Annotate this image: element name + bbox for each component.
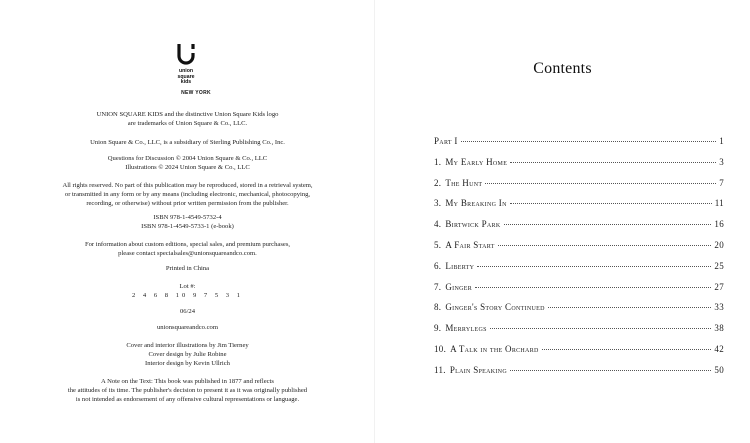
logo-wordmark: union square kids [177,68,195,86]
toc-entry [434,157,724,178]
toc-entry-number: 6. [434,260,442,271]
toc-entry-title [434,323,487,333]
website: unionsquareandco.com [157,324,218,331]
toc-page-number: 20 [714,239,724,250]
toc-page-number: 50 [714,364,724,375]
toc-entry-title [434,261,474,271]
toc-entry-label: Merrylegs [445,323,487,334]
toc-entry-label: Ginger's Story Continued [445,302,545,313]
toc-page-number: 42 [714,343,724,354]
toc-entry [434,323,724,344]
table-of-contents [434,136,724,386]
toc-page-number: 16 [714,219,724,230]
toc-entry [434,344,724,365]
toc-entry-title [434,282,472,292]
toc-entry-number: 7. [434,281,442,292]
toc-entry [434,198,724,219]
toc-entry-number: 10. [434,343,447,354]
copyright-lines: Questions for Discussion © 2004 Union Square & Co., LLC Illustrations © 2024 Union Square & Co., LLC [107,155,268,171]
toc-entry-number: 5. [434,239,442,250]
toc-entry-title [434,240,495,250]
toc-entry-label: The Hunt [445,177,483,188]
toc-page-number: 25 [714,260,724,271]
toc-leader-dots [498,245,712,246]
toc-leader-dots [485,183,716,184]
toc-entry-number: 2. [434,177,442,188]
rights-notice: All rights reserved. No part of this publication may be reproduced, stored in a retrieval system, or transmitted in any form or by any means (including electronic, mechanical, photocopying, recording, or otherwise) without prior written permission from the publisher. [62,182,313,207]
toc-entry [434,136,724,157]
lot-block: Lot #: 2 4 6 8 10 9 7 5 3 1 [131,283,244,299]
union-square-kids-logo [166,42,211,96]
toc-page-number: 1 [719,136,724,146]
toc-leader-dots [510,203,712,204]
toc-entry-number: 3. [434,198,442,209]
toc-leader-dots [461,141,716,142]
toc-entry-title [434,365,507,375]
logo-mark-icon [176,42,196,68]
toc-entry-title [434,198,507,208]
toc-entry-title [434,219,501,229]
toc-page-number: 7 [719,177,724,188]
toc-entry-title [434,178,482,188]
toc-entry-number: 1. [434,156,442,167]
toc-leader-dots [504,224,712,225]
toc-entry-label: My Early Home [445,156,508,167]
toc-entry [434,302,724,323]
print-date: 06/24 [179,308,196,315]
trademark-notice: UNION SQUARE KIDS and the distinctive Union Square Kids logo are trademarks of Union Square & Co., LLC. [96,111,279,127]
toc-entry-title [434,157,507,167]
contents-page [375,0,750,443]
toc-leader-dots [490,328,712,329]
toc-entry-label: Part I [434,136,458,146]
toc-entry-label: A Fair Start [445,239,495,250]
toc-entry-label: Liberty [445,260,475,271]
toc-page-number: 11 [714,198,724,209]
toc-entry [434,240,724,261]
toc-entry [434,365,724,386]
logo-city: NEW YORK [181,89,211,96]
toc-entry-label: Birtwick Park [445,219,501,230]
toc-entry-title [434,302,545,312]
toc-leader-dots [477,266,711,267]
toc-entry-number: 11. [434,364,446,375]
toc-entry [434,282,724,303]
toc-entry-label: A Talk in the Orchard [450,343,539,354]
toc-leader-dots [548,307,712,308]
toc-entry-label: Plain Speaking [449,364,507,375]
design-credits: Cover and interior illustrations by Jim Tierney Cover design by Julie Robine Interior design by Kevin Ullrich [126,342,249,367]
toc-page-number: 33 [714,302,724,313]
toc-entry-label: My Breaking In [445,198,507,209]
toc-leader-dots [542,349,712,350]
toc-entry-title [434,344,539,354]
toc-leader-dots [510,370,711,371]
toc-leader-dots [510,162,716,163]
text-note: A Note on the Text: This book was published in 1877 and reflects the attitudes of its time. The publisher's decision to present it as it was originally published is not intended as endorsement of any offensive cultural representations or language. [67,378,308,403]
toc-entry-number: 4. [434,219,442,230]
toc-entry [434,178,724,199]
isbn-block: ISBN 978-1-4549-5732-4 ISBN 978-1-4549-5733-1 (e-book) [141,214,234,230]
printed-in: Printed in China [165,265,210,272]
sales-info: For information about custom editions, special sales, and premium purchases, please contact specialsales@unionsquareandco.com. [84,241,291,257]
subsidiary-notice: Union Square & Co., LLC, is a subsidiary of Sterling Publishing Co., Inc. [90,139,285,146]
toc-entry-number: 9. [434,323,442,334]
toc-entry-number: 8. [434,302,442,313]
toc-entry [434,261,724,282]
toc-page-number: 27 [714,281,724,292]
toc-entry-title [434,136,458,146]
contents-title: Contents [533,60,592,77]
toc-page-number: 3 [719,156,724,167]
toc-entry [434,219,724,240]
toc-leader-dots [475,287,711,288]
toc-entry-label: Ginger [445,281,472,292]
toc-page-number: 38 [714,323,724,334]
